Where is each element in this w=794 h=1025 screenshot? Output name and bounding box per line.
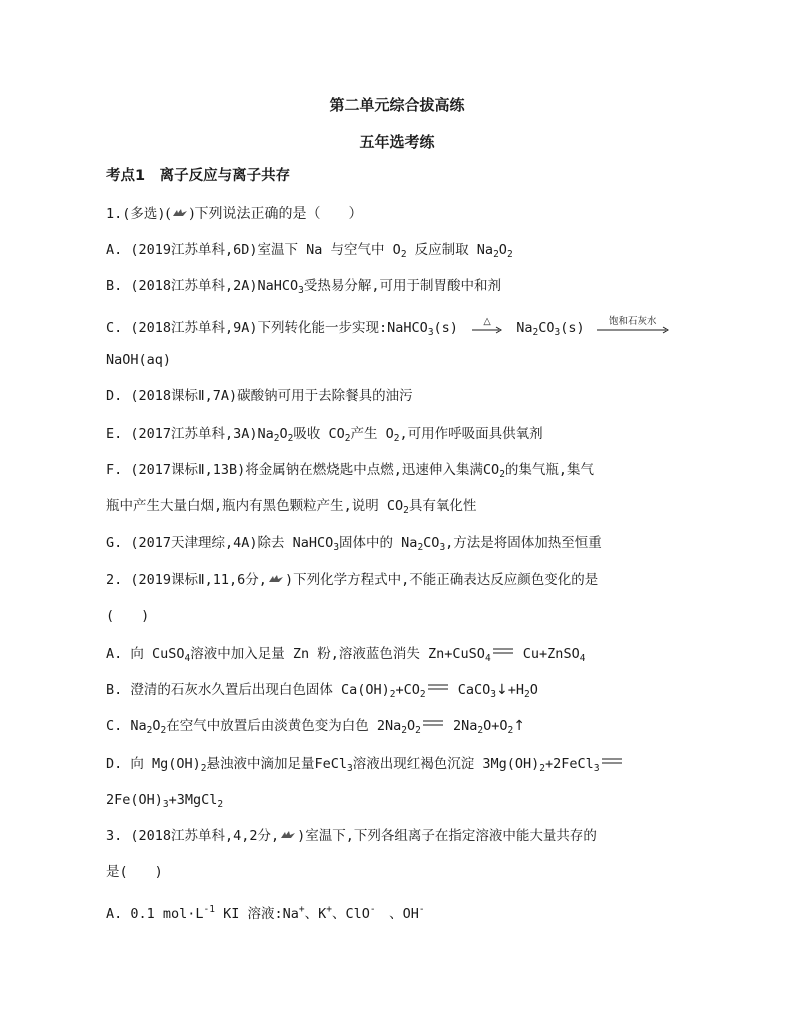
question-1-stem: 1.(多选)( )下列说法正确的是（ ） [106, 206, 363, 222]
q2-option-d: D. 向 $Mg(OH)_2$悬浊液中滴加足量FeCl$_3$溶液出现红褐色沉淀 $3Mg(OH)_2+2FeCl_3$ [106, 754, 624, 779]
equals-sign-icon [421, 718, 445, 728]
question-2-stem: 2. (2019课标Ⅱ,11,6分, )下列化学方程式中,不能正确表达反应颜色变化的是 [106, 572, 599, 588]
q1-option-e: E. (2017江苏单科$,3A)Na_2O_2$吸收 $CO_2$产生 $O_2$,可用作呼吸面具供氧剂 [106, 426, 543, 444]
difficulty-star-icon [171, 207, 189, 219]
q2-option-c: C. $Na_2O_2$在空气中放置后由淡黄色变为白色 $2Na_2O_2$ $2Na_2O+O_2↑$ [106, 718, 525, 736]
page-title: 第二单元综合拔高练 [329, 96, 465, 114]
reaction-arrow-limewater: 饱和石灰水 [597, 326, 669, 334]
equals-sign-icon [426, 682, 450, 692]
q1-option-f: F. (2017课标Ⅱ,13B)将金属钠在燃烧匙中点燃,迅速伸入集满$CO_2$的集气瓶,集气 [106, 462, 595, 480]
q1-option-a: A. (2019江苏单科,6D)室温下 Na 与空气中 $O_2$ 反应制取 $Na_2O_2$ [106, 242, 513, 260]
q1-option-d: D. (2018课标Ⅱ,7A)碳酸钠可用于去除餐具的油污 [106, 388, 413, 404]
equals-sign-icon [600, 756, 624, 766]
q2-option-d-line2: $2Fe(OH)_3+3MgCl_2$ [106, 792, 224, 810]
q2-option-b: B. 澄清的石灰水久置后出现白色固体 $Ca(OH)_2+CO_2$ $CaCO_3↓+H_2O$ [106, 682, 538, 700]
q1-option-f-line2: 瓶中产生大量白烟,瓶内有黑色颗粒产生,说明 $CO_2$具有氧化性 [106, 498, 477, 516]
equals-sign-icon [491, 646, 515, 656]
q3-option-a: A. 0.1 $mol\cdot L^{-1}$ KI 溶液:Na+、K+、ClO- 、OH- [106, 904, 425, 922]
q1-option-g: G. (2017天津理综,4A)除去 NaHCO$_3$固体中的 $Na_2CO_3$,方法是将固体加热至恒重 [106, 535, 602, 553]
question-2-blank: ( ) [106, 608, 150, 624]
q1-option-c-line2: NaOH(aq) [106, 352, 172, 368]
q2-option-a: A. 向 CuSO$_4$溶液中加入足量 Zn 粉,溶液蓝色消失 Zn+CuSO$_4$ Cu+ZnSO$_4$ [106, 646, 586, 664]
q1-option-b: B. (2018江苏单科,2A)NaHCO$_3$受热易分解,可用于制胃酸中和剂 [106, 278, 502, 296]
difficulty-star-icon [279, 829, 297, 841]
page-subtitle: 五年选考练 [359, 133, 435, 151]
section-heading: 考点1 离子反应与离子共存 [106, 168, 291, 184]
question-3-stem: 3. (2018江苏单科,4,2分, )室温下,下列各组离子在指定溶液中能大量共存的 [106, 828, 597, 844]
question-3-stem-line2: 是( ) [106, 864, 163, 880]
difficulty-star-icon [267, 573, 285, 585]
reaction-arrow-heat: △ [472, 326, 502, 334]
q1-option-c: C. (2018江苏单科,9A)下列转化能一步实现:NaHCO$_3$(s) △ $Na_2CO_3(s)$ 饱和石灰水 [106, 318, 669, 343]
